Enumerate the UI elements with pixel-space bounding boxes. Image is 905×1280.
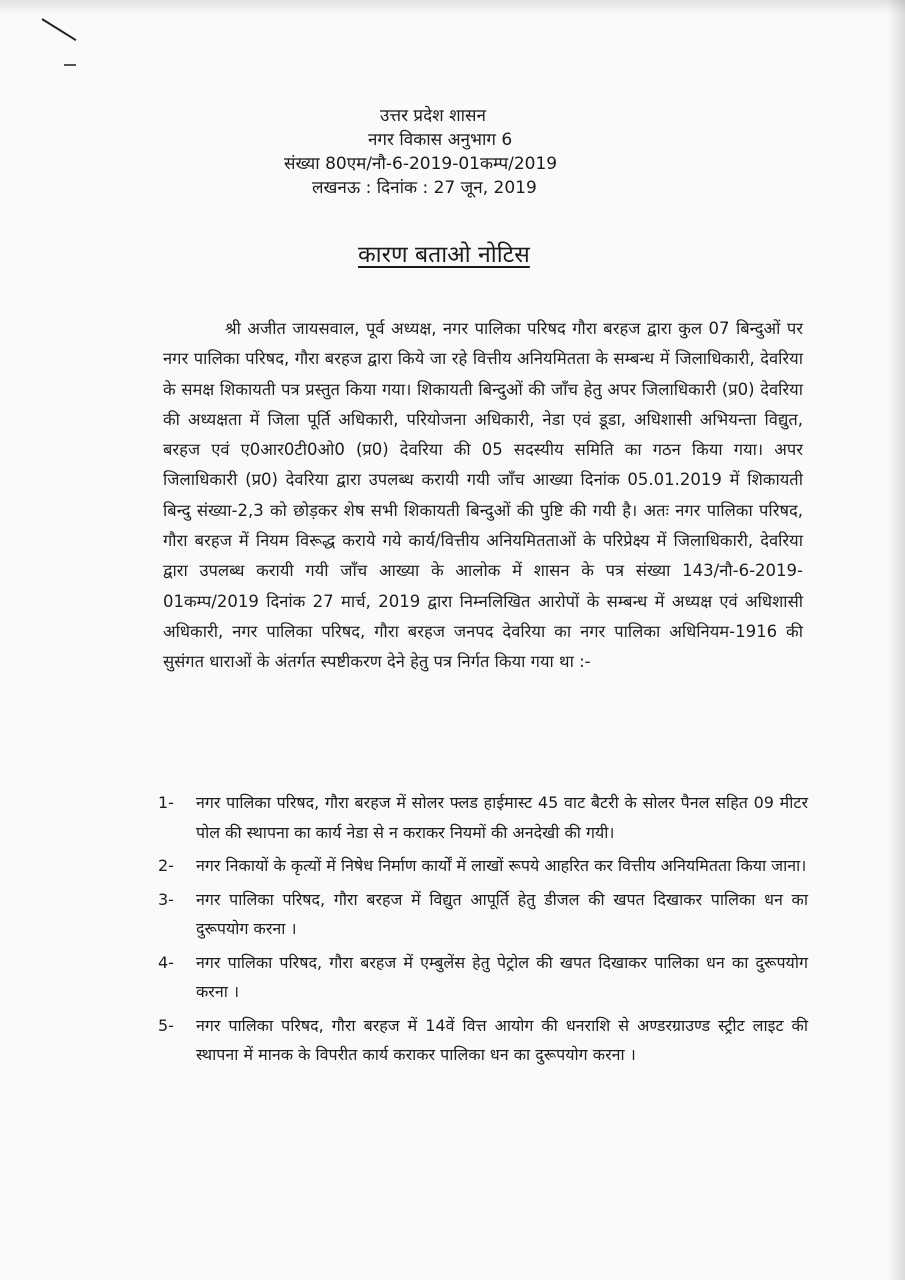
list-item — [158, 788, 808, 847]
page-shadow-right — [887, 0, 905, 1280]
page-shadow-top — [0, 0, 905, 14]
list-item-text: नगर पालिका परिषद, गौरा बरहज में सोलर फ्लड हाईमास्ट 45 वाट बैटरी के सोलर पैनल सहित 09 मीटर पोल की स्थापना का कार्य नेडा से न कराकर नियमों की अनदेखी की गयी। — [196, 793, 808, 842]
govt-name: उत्तर प्रदेश शासन — [380, 106, 486, 126]
notice-title: कारण बताओ नोटिस — [358, 242, 530, 268]
list-item-number: 4- — [158, 952, 174, 972]
list-item — [158, 885, 808, 944]
list-item — [158, 1011, 808, 1070]
department-name: नगर विकास अनुभाग 6 — [368, 130, 513, 150]
list-item — [158, 948, 808, 1007]
body-paragraph: श्री अजीत जायसवाल, पूर्व अध्यक्ष, नगर पालिका परिषद गौरा बरहज द्वारा कुल 07 बिन्दुओं पर नगर पालिका परिषद, गौरा बरहज द्वारा किये जा रहे वित्तीय अनियमितता के सम्बन्ध में जिलाधिकारी, देवरिया के समक्ष शिकायती पत्र प्रस्तुत किया गया। शिकायती बिन्दुओं की जाँच हेतु अपर जिलाधिकारी (प्र0) देवरिया की अध्यक्षता में जिला पूर्ति अधिकारी, परियोजना अधिकारी, नेडा एवं डूडा, अधिशासी अभियन्ता विद्युत, बरहज एवं ए0आर0टी0ओ0 (प्र0) देवरिया की 05 सदस्यीय समिति का गठन किया गया। अपर जिलाधिकारी (प्र0) देवरिया द्वारा उपलब्ध करायी गयी जाँच आख्या दिनांक 05.01.2019 में शिकायती बिन्दु संख्या-2,3 को छोड़कर शेष सभी शिकायती बिन्दुओं की पुष्टि की गयी है। अतः नगर पालिका परिषद, गौरा बरहज में नियम विरूद्ध कराये गये कार्य/वित्तीय अनियमितताओं के परिप्रेक्ष्य में जिलाधिकारी, देवरिया द्वारा उपलब्ध करायी गयी जाँच आख्या के आलोक में शासन के पत्र संख्या 143/नौ-6-2019-01कम्प/2019 दिनांक 27 मार्च, 2019 द्वारा निम्नलिखित आरोपों के सम्बन्ध में अध्यक्ष एवं अधिशासी अधिकारी, नगर पालिका परिषद, गौरा बरहज जनपद देवरिया का नगर पालिका अधिनियम-1916 की सुसंगत धाराओं के अंतर्गत स्पष्टीकरण देने हेतु पत्र निर्गत किया गया था :- — [163, 319, 803, 672]
place-date: लखनऊ : दिनांक : 27 जून, 2019 — [312, 178, 537, 198]
charges-list — [158, 788, 808, 1074]
pen-mark-small — [64, 64, 76, 66]
list-item-text: नगर निकायों के कृत्यों में निषेध निर्माण कार्यों में लाखों रूपये आहरित कर वित्तीय अनियमितता किया जाना। — [196, 856, 807, 875]
list-item-number: 5- — [158, 1015, 174, 1035]
list-item-text: नगर पालिका परिषद, गौरा बरहज में विद्युत आपूर्ति हेतु डीजल की खपत दिखाकर पालिका धन का दुरूपयोग करना । — [196, 889, 808, 938]
list-item-text: नगर पालिका परिषद, गौरा बरहज में एम्बुलेंस हेतु पेट्रोल की खपत दिखाकर पालिका धन का दुरूपयोग करना । — [196, 952, 808, 1001]
list-item-number: 2- — [158, 856, 174, 875]
list-item-text: नगर पालिका परिषद, गौरा बरहज में 14वें वित्त आयोग की धनराशि से अण्डरग्राउण्ड स्ट्रीट लाइट की स्थापना में मानक के विपरीत कार्य कराकर पालिका धन का दुरूपयोग करना । — [196, 1015, 808, 1064]
pen-mark — [41, 18, 76, 41]
letter-header — [250, 104, 670, 200]
list-item-number: 1- — [158, 793, 174, 812]
reference-number: संख्या 80एम/नौ-6-2019-01कम्प/2019 — [284, 154, 558, 174]
list-item-number: 3- — [158, 889, 174, 909]
list-item — [158, 851, 808, 881]
